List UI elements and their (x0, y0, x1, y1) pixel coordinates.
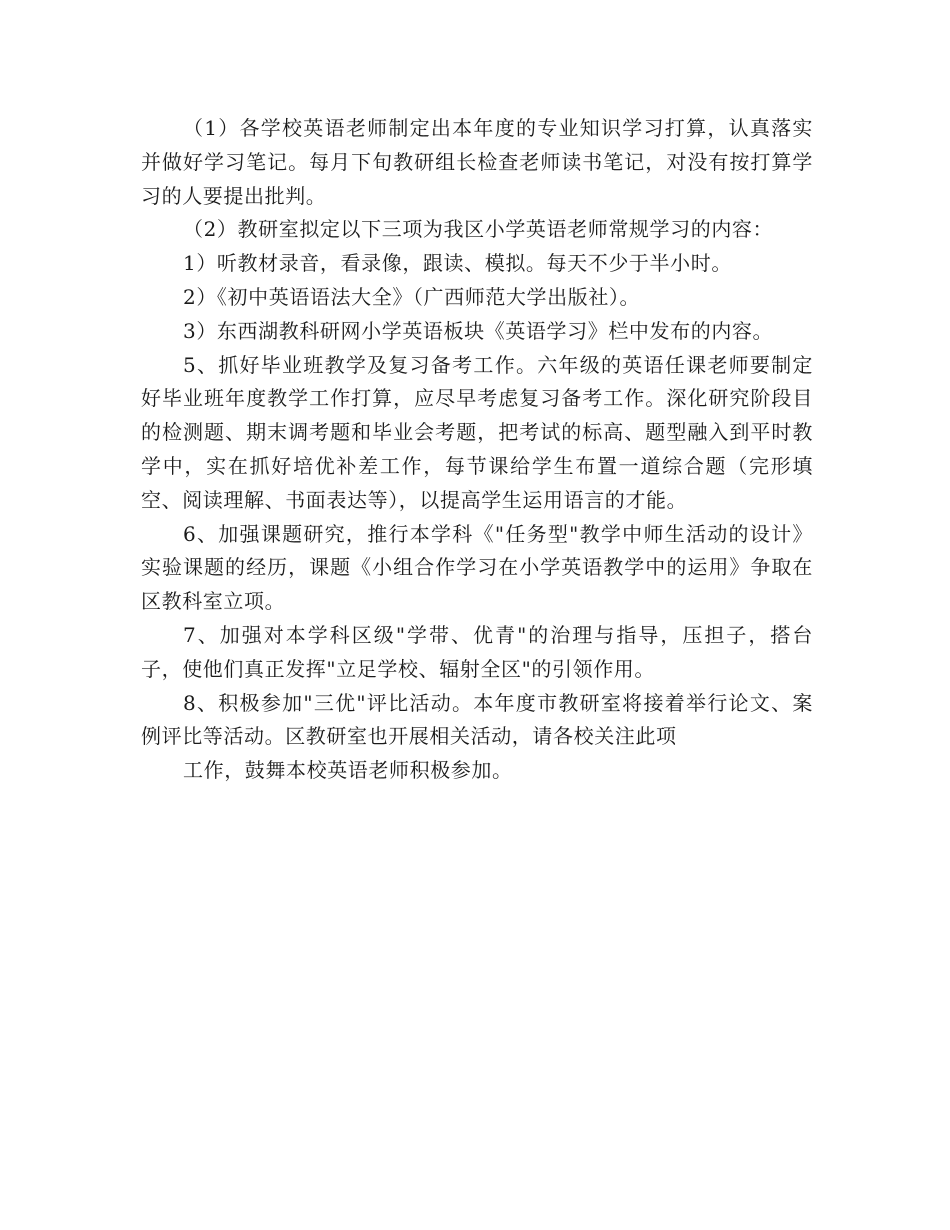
paragraph-item-3: 3）东西湖教科研网小学英语板块《英语学习》栏中发布的内容。 (183, 318, 774, 343)
paragraph-study-plan: （1）各学校英语老师制定出本年度的专业知识学习打算，认真落实并做好学习笔记。每月下旬教研组长检查老师读书笔记，对没有按打算学习的人要提出批判。 (141, 116, 813, 208)
paragraph-section-8: 8、积极参加"三优"评比活动。本年度市教研室将接着举行论文、案例评比等活动。区教研室也开展相关活动，请各校关注此项 (141, 690, 813, 749)
document-body (141, 112, 813, 788)
paragraph-item-2: 2）《初中英语语法大全》（广西师范大学出版社）。 (183, 284, 641, 309)
paragraph-section-6: 6、加强课题研究，推行本学科《"任务型"教学中师生活动的设计》实验课题的经历，课题《小组合作学习在小学英语教学中的运用》争取在区教科室立项。 (141, 521, 813, 614)
paragraph-section-8-continued: 工作，鼓舞本校英语老师积极参加。 (183, 758, 513, 783)
paragraph-study-content-intro: （2）教研室拟定以下三项为我区小学英语老师常规学习的内容： (183, 217, 774, 242)
paragraph-section-7: 7、加强对本学科区级"学带、优青"的治理与指导，压担子，搭台子，使他们真正发挥"立足学校、辐射全区"的引领作用。 (141, 622, 813, 681)
paragraph-item-1: 1）听教材录音，看录像，跟读、模拟。每天不少于半小时。 (183, 251, 732, 276)
paragraph-section-5: 5、抓好毕业班教学及复习备考工作。六年级的英语任课老师要制定好毕业班年度教学工作打算，应尽早考虑复习备考工作。深化研究阶段目的检测题、期末调考题和毕业会考题，把考试的标高、题型融入到平时教学中，实在抓好培优补差工作，每节课给学生布置一道综合题（完形填空、阅读理解、书面表达等），以提高学生运用语言的才能。 (141, 352, 813, 512)
